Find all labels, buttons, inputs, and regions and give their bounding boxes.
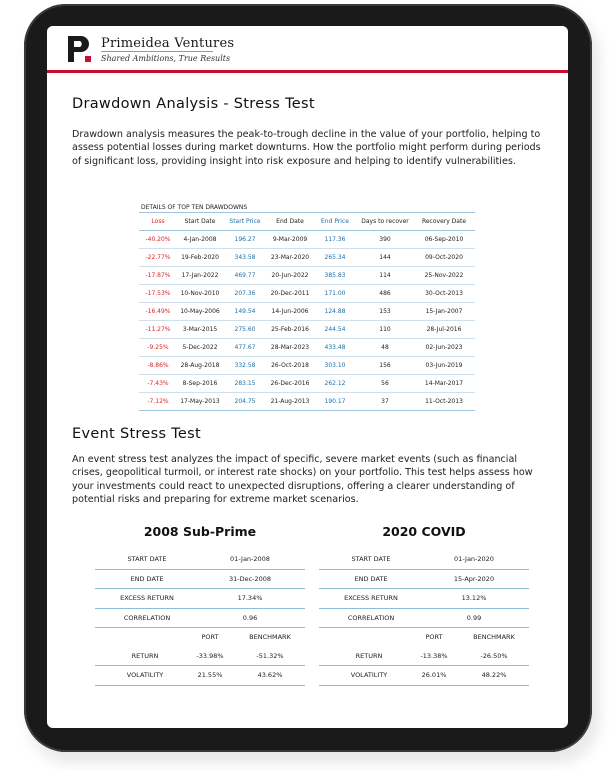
header-accent-rule: [47, 70, 568, 73]
scenario-table: [319, 550, 529, 686]
cell-days-to-recover: 56: [381, 380, 389, 387]
volatility-row: [95, 666, 305, 686]
cell-end-date: 21-Aug-2013: [270, 398, 310, 405]
correlation-value: 0.96: [242, 613, 258, 622]
column-header-recovery-date: Recovery Date: [421, 218, 467, 225]
event-title: Event Stress Test: [72, 426, 201, 442]
excess-return-value: 17.34%: [237, 594, 263, 602]
cell-start-date: 17-Jan-2022: [181, 272, 219, 279]
volatility-port-value: 26.01%: [421, 671, 447, 679]
scenario-table: [95, 550, 305, 686]
cell-start-price: 332.58: [234, 362, 256, 369]
cell-start-date: 4-Jan-2008: [183, 236, 217, 243]
cell-days-to-recover: 144: [379, 254, 391, 261]
cell-start-price: 207.36: [234, 290, 256, 297]
correlation-label: CORRELATION: [123, 613, 171, 622]
table-row: [139, 339, 475, 357]
cell-start-price: 469.77: [234, 272, 256, 279]
port-header: PORT: [201, 633, 219, 641]
end-date-value: 15-Apr-2020: [453, 574, 495, 583]
report-header: [47, 26, 568, 72]
benchmark-header: BENCHMARK: [249, 633, 291, 641]
end-date-row: [319, 570, 529, 590]
cell-recovery-date: 03-Jun-2019: [425, 362, 463, 369]
cell-start-price: 275.60: [234, 326, 256, 333]
cell-recovery-date: 09-Oct-2020: [425, 254, 463, 261]
cell-start-price: 477.67: [234, 344, 256, 351]
drawdown-description: Drawdown analysis measures the peak-to-trough decline in the value of your portfolio, helping to assess potential losses during market downturns. How the portfolio might perform during periods of significant loss, providing insight into risk exposure and helping to identify vulnerabilities.: [72, 129, 541, 167]
cell-recovery-date: 28-Jul-2016: [426, 326, 462, 333]
brand-underline: [101, 51, 213, 52]
column-header-end-price: End Price: [321, 218, 349, 225]
cell-end-price: 117.36: [324, 236, 346, 243]
column-header-start-price: Start Price: [229, 218, 261, 225]
correlation-value: 0.99: [466, 613, 482, 622]
return-benchmark-value: -26.50%: [480, 651, 508, 660]
cell-start-date: 5-Dec-2022: [182, 344, 218, 351]
cell-start-date: 28-Aug-2018: [180, 362, 220, 369]
cell-end-date: 28-Mar-2023: [270, 344, 310, 351]
volatility-label: VOLATILITY: [350, 671, 388, 679]
cell-days-to-recover: 48: [381, 344, 389, 351]
cell-end-date: 23-Mar-2020: [270, 254, 310, 261]
start-date-row: [319, 550, 529, 570]
volatility-benchmark-value: 48.22%: [481, 671, 507, 679]
cell-recovery-date: 06-Sep-2010: [424, 236, 464, 243]
cell-end-price: 303.10: [324, 362, 346, 369]
end-date-label: END DATE: [130, 574, 164, 583]
return-label: RETURN: [131, 651, 159, 660]
excess-return-row: [319, 589, 529, 609]
cell-end-date: 25-Feb-2016: [271, 326, 309, 333]
cell-start-date: 19-Feb-2020: [181, 254, 219, 261]
correlation-label: CORRELATION: [347, 613, 395, 622]
start-date-value: 01-Jan-2008: [230, 555, 270, 563]
cell-start-price: 343.58: [234, 254, 256, 261]
cell-days-to-recover: 110: [379, 326, 391, 333]
cell-days-to-recover: 114: [379, 272, 391, 279]
cell-loss: -16.49%: [145, 308, 171, 315]
excess-return-label: EXCESS RETURN: [120, 594, 174, 602]
return-port-value: -33.98%: [196, 651, 224, 660]
cell-start-date: 8-Sep-2016: [182, 380, 218, 387]
cell-loss: -22.77%: [145, 254, 171, 261]
cell-start-price: 149.54: [234, 308, 256, 315]
cell-days-to-recover: 153: [379, 308, 391, 315]
cell-loss: -17.87%: [145, 272, 171, 279]
volatility-port-value: 21.55%: [197, 671, 223, 679]
start-date-label: START DATE: [127, 555, 167, 563]
cell-recovery-date: 11-Oct-2013: [425, 398, 463, 405]
cell-end-date: 26-Oct-2018: [271, 362, 309, 369]
brand-name: Primeidea Ventures: [101, 36, 235, 51]
cell-end-date: 26-Dec-2016: [270, 380, 310, 387]
table-row: [139, 285, 475, 303]
start-date-row: [95, 550, 305, 570]
cell-start-price: 204.75: [234, 398, 256, 405]
return-row: [95, 647, 305, 667]
volatility-benchmark-value: 43.62%: [257, 671, 283, 679]
end-date-value: 31-Dec-2008: [228, 574, 272, 583]
table-row: [139, 267, 475, 285]
event-description: An event stress test analyzes the impact of specific, severe market events (such as financial crises, geopolitical turmoil, or interest rate shocks) on your portfolio. This test helps assess how your investments could react to unexpected disruptions, offering a clearer understanding of potential risks and preparing for extreme market scenarios.: [72, 454, 533, 505]
scenario-title: 2020 COVID: [382, 524, 466, 539]
drawdown-table: [139, 212, 475, 411]
cell-end-date: 20-Dec-2011: [270, 290, 310, 297]
cell-days-to-recover: 37: [381, 398, 389, 405]
cell-end-price: 433.48: [324, 344, 346, 351]
column-header-days-to-recover: Days to recover: [361, 218, 409, 225]
port-benchmark-header-row: [95, 628, 305, 647]
cell-start-date: 17-May-2013: [180, 398, 220, 405]
cell-end-price: 244.54: [324, 326, 346, 333]
port-header: PORT: [425, 633, 443, 641]
cell-recovery-date: 02-Jun-2023: [425, 344, 463, 351]
excess-return-row: [95, 589, 305, 609]
cell-loss: -40.20%: [145, 236, 171, 243]
cell-days-to-recover: 486: [379, 290, 391, 297]
drawdown-title: Drawdown Analysis - Stress Test: [72, 96, 315, 112]
return-port-value: -13.38%: [420, 651, 448, 660]
return-label: RETURN: [355, 651, 383, 660]
cell-recovery-date: 30-Oct-2013: [425, 290, 463, 297]
cell-start-date: 10-May-2006: [180, 308, 220, 315]
brand-tagline: Shared Ambitions, True Results: [101, 54, 231, 63]
document-page: [47, 26, 568, 728]
table-row: [139, 231, 475, 249]
start-date-label: START DATE: [351, 555, 391, 563]
cell-loss: -9.25%: [147, 344, 169, 351]
scenario-title: 2008 Sub-Prime: [143, 524, 257, 539]
cell-days-to-recover: 390: [379, 236, 391, 243]
cell-loss: -7.43%: [147, 380, 169, 387]
correlation-row: [95, 609, 305, 629]
excess-return-value: 13.12%: [461, 594, 487, 602]
table-row: [139, 321, 475, 339]
cell-recovery-date: 14-Mar-2017: [424, 380, 464, 387]
table-row: [139, 375, 475, 393]
cell-recovery-date: 15-Jan-2007: [425, 308, 463, 315]
correlation-row: [319, 609, 529, 629]
cell-start-price: 196.27: [234, 236, 256, 243]
start-date-value: 01-Jan-2020: [454, 555, 494, 563]
excess-return-label: EXCESS RETURN: [344, 594, 398, 602]
cell-start-date: 10-Nov-2010: [180, 290, 220, 297]
cell-loss: -11.27%: [145, 326, 171, 333]
cell-loss: -17.53%: [145, 290, 171, 297]
cell-end-price: 385.83: [324, 272, 346, 279]
return-benchmark-value: -51.32%: [256, 651, 284, 660]
end-date-row: [95, 570, 305, 590]
drawdown-table-caption: DETAILS OF TOP TEN DRAWDOWNS: [141, 204, 248, 211]
table-row: [139, 303, 475, 321]
cell-loss: -8.86%: [147, 362, 169, 369]
volatility-row: [319, 666, 529, 686]
drawdown-header-row: [139, 212, 475, 231]
cell-start-date: 3-Mar-2015: [182, 326, 218, 333]
table-row: [139, 393, 475, 411]
port-benchmark-header-row: [319, 628, 529, 647]
p-dot-logo-icon: [67, 35, 93, 63]
cell-end-date: 20-Jun-2022: [271, 272, 309, 279]
volatility-label: VOLATILITY: [126, 671, 164, 679]
cell-end-price: 265.34: [324, 254, 346, 261]
column-header-end-date: End Date: [276, 218, 304, 225]
column-header-start-date: Start Date: [184, 218, 216, 225]
cell-recovery-date: 25-Nov-2022: [424, 272, 464, 279]
cell-end-price: 124.88: [324, 308, 346, 315]
table-row: [139, 249, 475, 267]
cell-end-price: 171.00: [324, 290, 346, 297]
cell-end-date: 9-Mar-2009: [272, 236, 308, 243]
cell-end-price: 190.17: [324, 398, 346, 405]
column-header-loss: Loss: [151, 218, 165, 225]
cell-end-date: 14-Jun-2006: [271, 308, 309, 315]
end-date-label: END DATE: [354, 574, 388, 583]
cell-start-price: 283.15: [234, 380, 256, 387]
benchmark-header: BENCHMARK: [473, 633, 515, 641]
return-row: [319, 647, 529, 667]
cell-end-price: 262.12: [324, 380, 346, 387]
cell-loss: -7.12%: [147, 398, 169, 405]
cell-days-to-recover: 156: [379, 362, 391, 369]
table-row: [139, 357, 475, 375]
